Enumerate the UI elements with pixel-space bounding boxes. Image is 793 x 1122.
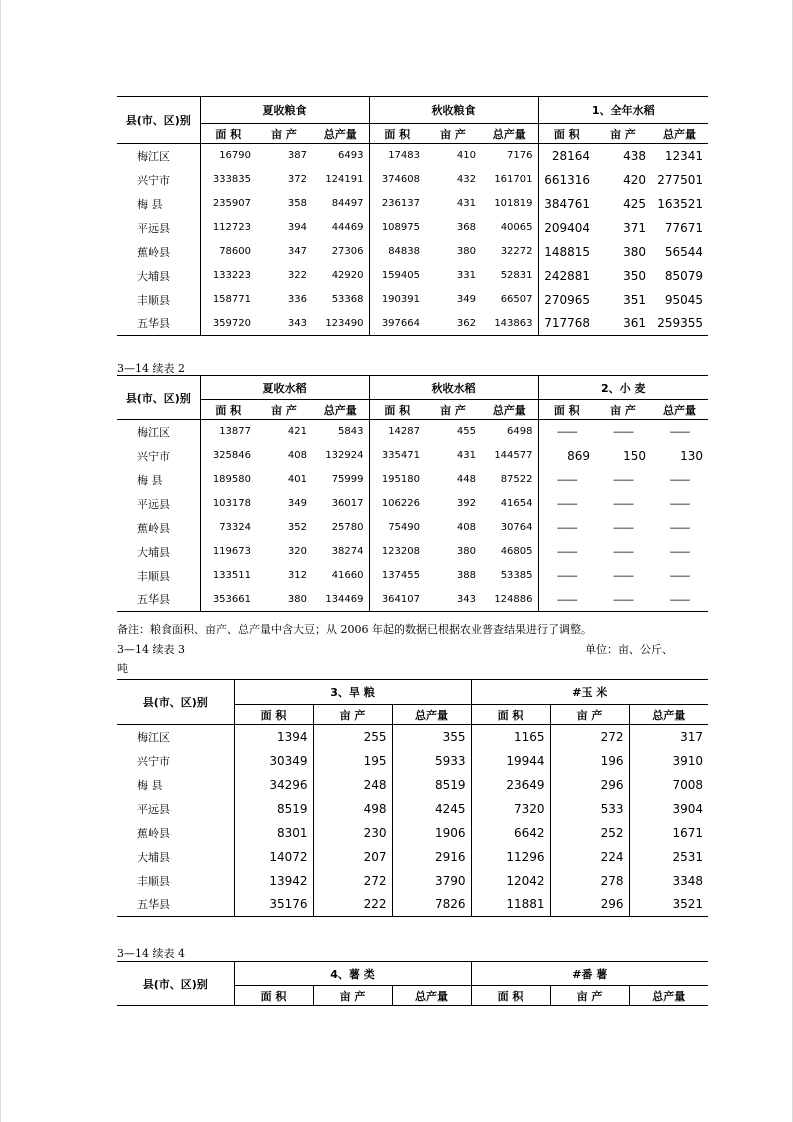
total-header: 总产量: [481, 400, 538, 420]
table-row: [117, 725, 708, 749]
table-cell: 371: [623, 220, 646, 235]
group-header: #番 薯: [471, 962, 708, 986]
yield-header: 亩 产: [550, 986, 629, 1006]
table-cell: ——: [538, 492, 595, 516]
table-cell: 296: [550, 773, 629, 797]
table-cell: 112723: [200, 216, 256, 240]
table-cell: 11296: [471, 845, 550, 869]
yield-header: 亩 产: [313, 986, 392, 1006]
table-cell: 106226: [369, 492, 425, 516]
table-cell: 6493: [338, 150, 364, 162]
table-cell: 27306: [331, 246, 364, 257]
table-cell: ——: [669, 569, 690, 582]
group-header: 夏收水稻: [200, 376, 369, 400]
grain-table-2: [117, 375, 708, 612]
table-cell: ——: [538, 588, 595, 612]
table-cell: 533: [550, 797, 629, 821]
table-cell: 40065: [500, 222, 533, 233]
table-cell: 8519: [392, 773, 471, 797]
table-cell: 207: [313, 845, 392, 869]
table-cell: 144577: [494, 450, 533, 461]
area-header: 面 积: [200, 124, 256, 144]
table-cell: 350: [623, 268, 646, 283]
table-cell: 3904: [629, 797, 708, 821]
table-cell: 11881: [471, 893, 550, 917]
table-cell: ——: [613, 569, 633, 582]
table-cell: 84497: [331, 198, 364, 209]
yield-header: 亩 产: [595, 124, 651, 144]
table-row: [117, 773, 708, 797]
table-cell: 248: [313, 773, 392, 797]
total-header: 总产量: [392, 986, 471, 1006]
region-name: 丰顺县: [137, 293, 170, 307]
caption-continued-4: 3—14 续表 4: [117, 947, 185, 960]
yield-header: 亩 产: [595, 400, 651, 420]
table-cell: 380: [256, 588, 312, 612]
table-cell: 278: [550, 869, 629, 893]
table-row: [117, 749, 708, 773]
table-cell: 6642: [471, 821, 550, 845]
table-cell: 30349: [234, 749, 313, 773]
table-cell: 312: [287, 570, 307, 581]
table-cell: 119673: [200, 540, 256, 564]
table-cell: 317: [629, 725, 708, 749]
yield-header: 亩 产: [425, 400, 481, 420]
region-name: 大埔县: [137, 269, 170, 283]
table-cell: 143863: [481, 312, 538, 336]
group-header: 夏收粮食: [200, 97, 369, 124]
table-cell: ——: [538, 420, 595, 444]
table-cell: ——: [669, 545, 690, 558]
region-name: 丰顺县: [137, 874, 170, 888]
table-cell: 410: [456, 150, 476, 162]
table-cell: ——: [538, 540, 595, 564]
area-header: 面 积: [200, 400, 256, 420]
region-name: 大埔县: [137, 545, 170, 559]
group-header: 4、薯 类: [234, 962, 471, 986]
table-cell: 374608: [369, 168, 425, 192]
table-cell: ——: [613, 497, 633, 510]
group-header: 1、全年水稻: [538, 97, 708, 124]
table-cell: 362: [425, 312, 481, 336]
table-cell: 359720: [200, 312, 256, 336]
table-cell: 133511: [200, 564, 256, 588]
region-header: 县(市、区)别: [117, 962, 234, 1006]
table-cell: 3348: [629, 869, 708, 893]
table-cell: 387: [287, 150, 307, 162]
table-cell: 1671: [629, 821, 708, 845]
table-cell: 353661: [200, 588, 256, 612]
table-cell: 408: [287, 450, 307, 461]
table-cell: 425: [623, 196, 646, 211]
table-row: [117, 588, 708, 612]
table-cell: 717768: [538, 312, 595, 336]
total-header: 总产量: [651, 400, 708, 420]
table-cell: 420: [623, 172, 646, 187]
table-cell: 84838: [369, 240, 425, 264]
region-name: 梅江区: [137, 149, 170, 163]
table-cell: 16790: [200, 144, 256, 168]
total-header: 总产量: [629, 986, 708, 1006]
yield-header: 亩 产: [256, 124, 312, 144]
region-name: 梅 县: [137, 197, 163, 211]
region-name: 梅江区: [137, 425, 170, 439]
table-cell: 296: [550, 893, 629, 917]
table-cell: 209404: [538, 216, 595, 240]
table-cell: 17483: [369, 144, 425, 168]
table-row: [117, 516, 708, 540]
total-header: 总产量: [481, 124, 538, 144]
table-cell: 432: [456, 174, 476, 185]
table-cell: 351: [623, 292, 646, 307]
table-cell: ——: [613, 473, 633, 486]
region-name: 蕉岭县: [137, 826, 170, 840]
table-cell: ——: [669, 521, 690, 534]
table-cell: 23649: [471, 773, 550, 797]
total-header: 总产量: [392, 705, 471, 725]
region-name: 平远县: [137, 802, 170, 816]
table-cell: 130: [680, 448, 704, 463]
area-header: 面 积: [538, 400, 595, 420]
table-cell: 331: [456, 270, 476, 281]
table-cell: 103178: [200, 492, 256, 516]
table-cell: 196: [550, 749, 629, 773]
region-name: 梅 县: [137, 473, 163, 487]
region-name: 五华县: [117, 893, 234, 917]
unit-label-continued: 吨: [117, 662, 128, 675]
table-row: [117, 821, 708, 845]
region-name: 兴宁市: [137, 754, 170, 768]
table-cell: 421: [287, 426, 307, 438]
table-cell: 12042: [471, 869, 550, 893]
table-cell: 190391: [369, 288, 425, 312]
table-cell: 101819: [494, 198, 533, 209]
area-header: 面 积: [369, 400, 425, 420]
table-cell: ——: [538, 516, 595, 540]
table-cell: 230: [313, 821, 392, 845]
table-cell: 85079: [664, 268, 704, 283]
table-row: [117, 540, 708, 564]
table-cell: 137455: [369, 564, 425, 588]
table-cell: 66507: [500, 294, 533, 305]
table-cell: 78600: [200, 240, 256, 264]
table-cell: 25780: [331, 522, 364, 533]
group-header: 秋收水稻: [369, 376, 538, 400]
region-name: 梅江区: [137, 730, 170, 744]
total-header: 总产量: [651, 124, 708, 144]
yield-header: 亩 产: [313, 705, 392, 725]
table-cell: 36017: [331, 498, 364, 509]
table-cell: 161701: [494, 174, 533, 185]
table-cell: 7826: [392, 893, 471, 917]
table-cell: 255: [313, 725, 392, 749]
region-name: 兴宁市: [137, 173, 170, 187]
table-cell: 352: [287, 522, 307, 533]
table-cell: 52831: [500, 270, 533, 281]
table-cell: 73324: [200, 516, 256, 540]
table-cell: 134469: [312, 588, 369, 612]
table-cell: 14072: [234, 845, 313, 869]
table-cell: 53368: [331, 294, 364, 305]
table-cell: ——: [595, 588, 651, 612]
table-cell: 148815: [538, 240, 595, 264]
table-cell: 661316: [538, 168, 595, 192]
region-name: 蕉岭县: [137, 521, 170, 535]
table-cell: 77671: [664, 220, 704, 235]
table-cell: 431: [456, 450, 476, 461]
table-cell: 195180: [369, 468, 425, 492]
table-cell: 361: [595, 312, 651, 336]
table-cell: 252: [550, 821, 629, 845]
table-cell: 320: [287, 546, 307, 557]
region-name: 兴宁市: [137, 449, 170, 463]
table-cell: 163521: [657, 196, 704, 211]
table-cell: 14287: [369, 420, 425, 444]
table-cell: 272: [550, 725, 629, 749]
table-cell: 448: [456, 474, 476, 485]
table-cell: 53385: [500, 570, 533, 581]
total-header: 总产量: [312, 400, 369, 420]
table-cell: 108975: [369, 216, 425, 240]
table-cell: 12341: [664, 148, 704, 163]
table-cell: 236137: [369, 192, 425, 216]
table-cell: 349: [287, 498, 307, 509]
table-cell: ——: [538, 468, 595, 492]
table-cell: 123490: [312, 312, 369, 336]
grain-table-3: [117, 679, 708, 917]
table-cell: 75999: [331, 474, 364, 485]
table-row: [117, 264, 708, 288]
table-row: [117, 144, 708, 168]
table-cell: 42920: [331, 270, 364, 281]
table-cell: 34296: [234, 773, 313, 797]
table-cell: 380: [456, 246, 476, 257]
table-cell: ——: [669, 497, 690, 510]
table-cell: 41654: [500, 498, 533, 509]
table-cell: 7176: [507, 150, 533, 162]
table-cell: 347: [287, 246, 307, 257]
table-cell: 95045: [664, 292, 704, 307]
group-header: #玉 米: [471, 680, 708, 705]
table-cell: 132924: [325, 450, 364, 461]
table-cell: 322: [287, 270, 307, 281]
table-cell: 3790: [392, 869, 471, 893]
footnote: 备注：粮食面积、亩产、总产量中含大豆；从 2006 年起的数据已根据农业普查结果进行了调整。: [117, 623, 592, 636]
table-cell: 325846: [200, 444, 256, 468]
table-row: [117, 893, 708, 917]
table-cell: 123208: [369, 540, 425, 564]
table-row: [117, 845, 708, 869]
table-cell: 1165: [471, 725, 550, 749]
table-cell: 358: [287, 198, 307, 209]
table-cell: 355: [392, 725, 471, 749]
table-cell: 333835: [200, 168, 256, 192]
table-row: [117, 240, 708, 264]
table-cell: 259355: [651, 312, 708, 336]
table-cell: 5843: [338, 426, 364, 438]
table-cell: 3521: [629, 893, 708, 917]
table-cell: 159405: [369, 264, 425, 288]
table-cell: 75490: [369, 516, 425, 540]
table-cell: 235907: [200, 192, 256, 216]
area-header: 面 积: [471, 986, 550, 1006]
table-cell: 133223: [200, 264, 256, 288]
group-header: 2、小 麦: [538, 376, 708, 400]
table-cell: ——: [613, 425, 633, 439]
region-name: 平远县: [137, 497, 170, 511]
table-row: [117, 420, 708, 444]
table-cell: 8301: [234, 821, 313, 845]
region-name: 梅 县: [137, 778, 163, 792]
table-row: [117, 468, 708, 492]
area-header: 面 积: [234, 705, 313, 725]
table-cell: ——: [613, 545, 633, 558]
caption-continued-3: 3—14 续表 3: [117, 643, 185, 656]
area-header: 面 积: [234, 986, 313, 1006]
total-header: 总产量: [629, 705, 708, 725]
region-header: 县(市、区)别: [117, 97, 200, 144]
table-cell: 270965: [538, 288, 595, 312]
table-cell: 242881: [538, 264, 595, 288]
table-cell: 28164: [538, 144, 595, 168]
table-cell: 1906: [392, 821, 471, 845]
region-name: 蕉岭县: [137, 245, 170, 259]
region-name: 平远县: [137, 221, 170, 235]
table-cell: 224: [550, 845, 629, 869]
table-cell: 335471: [369, 444, 425, 468]
table-cell: 397664: [369, 312, 425, 336]
table-cell: 401: [287, 474, 307, 485]
caption-continued-2: 3—14 续表 2: [117, 362, 185, 375]
table-cell: 13877: [200, 420, 256, 444]
region-header: 县(市、区)别: [117, 376, 200, 420]
table-cell: 6498: [507, 426, 533, 438]
area-header: 面 积: [369, 124, 425, 144]
table-cell: ——: [669, 473, 690, 486]
table-row: [117, 869, 708, 893]
table-cell: 431: [456, 198, 476, 209]
table-cell: 56544: [664, 244, 704, 259]
region-name: 五华县: [117, 588, 200, 612]
table-cell: 41660: [331, 570, 364, 581]
region-name: 丰顺县: [137, 569, 170, 583]
unit-label: 单位：亩、公斤、: [585, 643, 673, 656]
table-cell: 438: [623, 148, 646, 163]
yield-header: 亩 产: [550, 705, 629, 725]
table-cell: 35176: [234, 893, 313, 917]
table-cell: ——: [669, 425, 690, 439]
table-cell: 384761: [538, 192, 595, 216]
table-cell: 394: [287, 222, 307, 233]
table-cell: 408: [456, 522, 476, 533]
table-cell: 158771: [200, 288, 256, 312]
table-cell: 13942: [234, 869, 313, 893]
table-row: [117, 192, 708, 216]
table-cell: 150: [623, 448, 646, 463]
table-cell: 189580: [200, 468, 256, 492]
table-cell: 388: [456, 570, 476, 581]
table-cell: 3910: [629, 749, 708, 773]
table-cell: 372: [287, 174, 307, 185]
table-cell: 392: [456, 498, 476, 509]
table-cell: 380: [623, 244, 646, 259]
page-edge-left: [0, 0, 1, 1122]
table-cell: 2916: [392, 845, 471, 869]
table-cell: 38274: [331, 546, 364, 557]
yield-header: 亩 产: [256, 400, 312, 420]
table-cell: 272: [313, 869, 392, 893]
table-cell: 44469: [331, 222, 364, 233]
table-row: [117, 168, 708, 192]
table-row: [117, 216, 708, 240]
area-header: 面 积: [538, 124, 595, 144]
region-header: 县(市、区)别: [117, 680, 234, 725]
total-header: 总产量: [312, 124, 369, 144]
table-cell: 277501: [657, 172, 704, 187]
table-cell: ——: [613, 521, 633, 534]
table-cell: ——: [651, 588, 708, 612]
table-cell: 46805: [500, 546, 533, 557]
table-cell: 30764: [500, 522, 533, 533]
table-cell: 7320: [471, 797, 550, 821]
table-row: [117, 312, 708, 336]
table-cell: 2531: [629, 845, 708, 869]
table-cell: 4245: [392, 797, 471, 821]
table-row: [117, 797, 708, 821]
table-cell: 124886: [481, 588, 538, 612]
table-cell: 368: [456, 222, 476, 233]
table-cell: 380: [456, 546, 476, 557]
table-cell: 1394: [234, 725, 313, 749]
table-cell: 343: [425, 588, 481, 612]
table-cell: 5933: [392, 749, 471, 773]
table-row: [117, 444, 708, 468]
table-cell: 195: [313, 749, 392, 773]
table-row: [117, 288, 708, 312]
table-cell: 124191: [325, 174, 364, 185]
group-header: 秋收粮食: [369, 97, 538, 124]
table-cell: 336: [287, 294, 307, 305]
area-header: 面 积: [471, 705, 550, 725]
grain-table-1: [117, 96, 708, 336]
table-cell: ——: [538, 564, 595, 588]
group-header: 3、旱 粮: [234, 680, 471, 705]
table-cell: 7008: [629, 773, 708, 797]
grain-table-4: [117, 961, 708, 1006]
table-cell: 19944: [471, 749, 550, 773]
table-cell: 364107: [369, 588, 425, 612]
region-name: 大埔县: [137, 850, 170, 864]
table-row: [117, 492, 708, 516]
table-cell: 498: [313, 797, 392, 821]
table-cell: 222: [313, 893, 392, 917]
table-row: [117, 564, 708, 588]
table-cell: 455: [456, 426, 476, 438]
table-cell: 32272: [500, 246, 533, 257]
table-cell: 8519: [234, 797, 313, 821]
table-cell: 343: [256, 312, 312, 336]
yield-header: 亩 产: [425, 124, 481, 144]
table-cell: 87522: [500, 474, 533, 485]
table-cell: 349: [456, 294, 476, 305]
region-name: 五华县: [117, 312, 200, 336]
table-cell: 869: [538, 444, 595, 468]
